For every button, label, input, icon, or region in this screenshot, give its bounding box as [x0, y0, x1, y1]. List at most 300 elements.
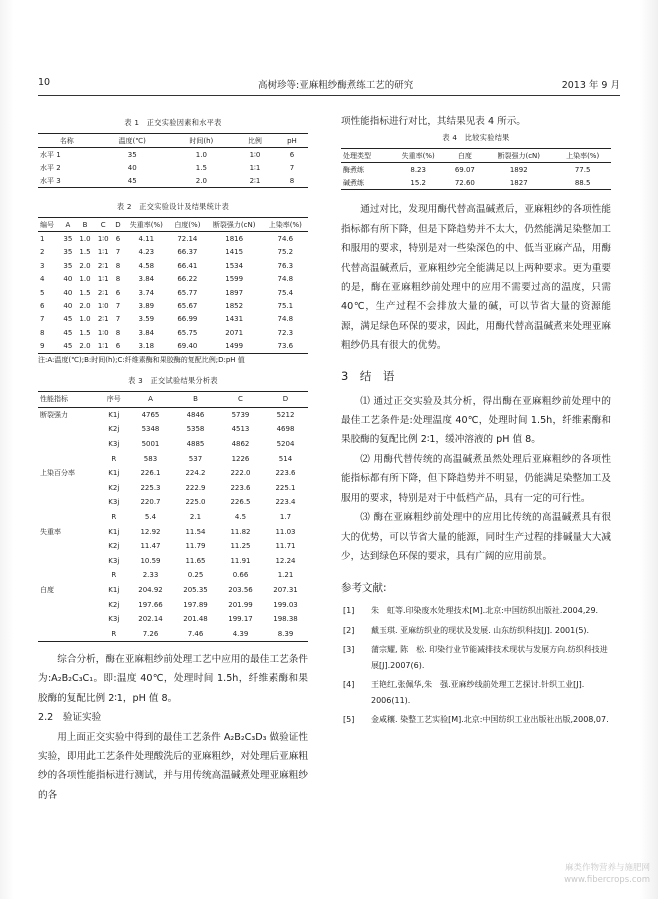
table-cell: K2j [108, 483, 120, 492]
table-cell: 4513 [231, 425, 250, 434]
reference-item [341, 677, 611, 708]
table-cell: 15.2 [390, 176, 447, 190]
paragraph-comparison: 通过对比，发现用酶代替高温碱煮后，亚麻粗纱的各项性能指标都有所下降，但是下降趋势并不太大，仍然能满足染整加工和服用的要求，特别是对一些染深色的中、低当亚麻产品，用酶代替高温碱煮后，亚麻粗纱完全能满足以上两种要求。更为重要的是，酶在亚麻粗纱前处理中的应用不需要过高的温度，只需 40℃，生产过程不会排放大量的碱，可以节省大量的资源能源，满足绿色环保的要求，因此，用酶代替高温碱煮来处理亚麻粗纱仍具有很大的优势。 [341, 204, 611, 352]
reference-list [341, 603, 611, 728]
table-cell: 碱煮练 [341, 176, 390, 190]
table-cell: 2∶1 [97, 261, 109, 270]
table-cell: 223.6 [275, 469, 296, 478]
table-cell: 6 [115, 235, 121, 244]
table-cell: 74.8 [277, 315, 294, 324]
table4-header: 处理类型 [341, 149, 390, 163]
conclusion-item-1: ⑴ 通过正交实验及其分析，得出酶在亚麻粗纱前处理中的最佳工艺条件是:处理温度 40℃，处理时间 1.5h，纤维素酶和果胶酶的复配比例 2∶1，缓冲溶液的 pH 值 8。 [341, 395, 611, 446]
table-cell: 66.41 [177, 261, 198, 270]
table1-header: pH [276, 134, 308, 148]
table-cell: 73.6 [263, 340, 308, 354]
table-cell: 2∶1 [97, 315, 109, 324]
table-cell: 1816 [225, 235, 244, 244]
table-cell: 222.0 [230, 469, 251, 478]
table-cell: R [111, 454, 117, 463]
table1-header: 温度(℃) [96, 134, 169, 148]
table-cell: 204.92 [138, 585, 163, 594]
reference-item [341, 603, 611, 619]
table-cell: 72.14 [177, 235, 198, 244]
table-cell: 7 [115, 248, 121, 257]
table-cell: 11.65 [185, 556, 206, 565]
table-cell: 3.74 [138, 288, 155, 297]
table2 [38, 217, 308, 354]
table-cell: 1.5 [79, 288, 91, 297]
table-cell: 69.07 [454, 165, 475, 174]
metric-name: 白度 [40, 585, 54, 594]
table-cell: 11.47 [140, 542, 161, 551]
table-cell: 8 [115, 328, 121, 337]
table-cell: R [100, 626, 128, 641]
table-cell: 225.1 [275, 483, 296, 492]
right-column [341, 118, 611, 732]
table-cell: K2j [108, 600, 120, 609]
reference-number: [1] [343, 606, 355, 616]
table-cell-empty [38, 612, 100, 627]
table-cell: 4765 [141, 410, 160, 419]
table-cell: K3j [108, 615, 120, 624]
table-cell: 4.23 [138, 248, 155, 257]
table-cell: 45 [60, 340, 76, 354]
table-cell: 7.46 [173, 626, 218, 641]
table-cell: 6 [112, 340, 123, 354]
table-cell: 72.60 [447, 176, 484, 190]
table-cell: 1.5 [79, 328, 91, 337]
table-cell: 1.5 [195, 163, 207, 172]
table-cell: 水平 2 [40, 163, 61, 172]
table-cell: 11.25 [230, 542, 251, 551]
table-row [38, 313, 308, 326]
table-row [38, 246, 308, 259]
table-cell: 6 [115, 288, 121, 297]
table3-body [38, 407, 308, 642]
table-cell: 45 [63, 315, 73, 324]
table-cell: 8.23 [410, 165, 426, 174]
table-cell: R [111, 571, 117, 580]
table-cell: 205.35 [183, 585, 208, 594]
table2-header: 失重率(%) [124, 218, 169, 232]
table-cell: 1∶0 [249, 150, 261, 159]
table-cell: 7 [289, 163, 295, 172]
table-cell: 65.75 [177, 328, 198, 337]
table-cell: 11.91 [230, 556, 251, 565]
table-cell: 0.25 [187, 571, 204, 580]
table4 [341, 148, 611, 190]
table-cell: 5212 [276, 410, 295, 419]
table-row [38, 259, 308, 272]
table3-header: B [173, 391, 218, 407]
table-cell: 5 [40, 288, 45, 297]
metric-name: 断裂强力 [40, 410, 68, 419]
table1-caption: 表 1 正交实验因素和水平表 [124, 118, 222, 127]
table4-caption: 表 4 比较实验结果 [442, 133, 510, 143]
table-cell: 3.89 [138, 302, 155, 311]
table-cell: 4.39 [218, 626, 263, 641]
table2-header: C [94, 218, 112, 232]
table-row [38, 510, 308, 525]
table-cell: 7.26 [128, 626, 173, 641]
table2-header: 白度(%) [169, 218, 206, 232]
conclusion-item-2: ⑵ 用酶代替传统的高温碱煮虽然处理后亚麻粗纱的各项性能指标都有所下降，但下降趋势并不明显，仍能满足染整加工及服用的要求，特别是对于中低档产品，具有一定的可行性。 [341, 453, 611, 504]
table-cell: 74.8 [277, 275, 294, 284]
table-row [38, 597, 308, 612]
table-cell: 197.66 [138, 600, 163, 609]
table-cell: 69.40 [169, 340, 206, 354]
table4-header: 白度 [447, 149, 484, 163]
table-row [38, 495, 308, 510]
table-cell-empty [38, 495, 100, 510]
table-row [38, 568, 308, 583]
table-cell: 537 [188, 454, 203, 463]
paragraph-verification: 用上面正交实验中得到的最佳工艺条件 A₂B₂C₃D₃ 做验证性实验，即用此工艺条件处理酸洗后的亚麻粗纱，对处理后亚麻粗纱的各项性能指标进行测试，并与用传统高温碱煮处理亚麻粗纱的各 [38, 731, 308, 801]
table-cell: 11.82 [230, 527, 251, 536]
table-cell: K3j [108, 556, 120, 565]
table1-header: 时间(h) [169, 134, 234, 148]
table-cell: 8 [115, 275, 121, 284]
table-cell: 3.59 [138, 315, 155, 324]
table-cell: 45 [96, 174, 169, 188]
table-cell: 2∶1 [234, 174, 276, 188]
table-cell-empty [38, 422, 100, 437]
table2-header-row [38, 218, 308, 232]
table-row [38, 148, 308, 162]
table3-caption: 表 3 正交试验结果分析表 [128, 375, 218, 385]
table-cell: 12.24 [275, 556, 296, 565]
table-cell: K1j [108, 585, 120, 594]
table-cell: 76.3 [277, 261, 294, 270]
table-cell: 5739 [231, 410, 250, 419]
table-cell: 40 [127, 163, 137, 172]
table-cell: 2 [40, 248, 45, 257]
reference-item [341, 642, 611, 673]
table-row [38, 299, 308, 312]
table-row [38, 286, 308, 299]
table-cell: 1∶1 [97, 275, 109, 284]
table-cell: 199.03 [273, 600, 298, 609]
table-cell: 1∶1 [249, 163, 261, 172]
table-cell: 1.7 [279, 512, 292, 521]
table-cell: 11.79 [185, 542, 206, 551]
table-cell: 3 [40, 261, 45, 270]
table-cell: 6 [40, 302, 45, 311]
table-cell: 9 [38, 340, 60, 354]
table-cell: 1499 [206, 340, 263, 354]
table-cell: 4.5 [234, 512, 247, 521]
table-cell: 203.56 [228, 585, 253, 594]
table-cell: 8 [276, 174, 308, 188]
table-cell: 1.5 [79, 248, 91, 257]
table-row [38, 451, 308, 466]
table-cell: 1226 [231, 454, 250, 463]
running-title: 高树珍等:亚麻粗纱酶煮练工艺的研究 [258, 80, 414, 91]
table-cell: 198.38 [273, 615, 298, 624]
section-heading-conclusion: 3 结 语 [341, 368, 395, 383]
table-cell: K1j [108, 527, 120, 536]
table-row [341, 176, 611, 190]
table-cell: 1.0 [79, 315, 91, 324]
table-cell: 225.0 [185, 498, 206, 507]
table-cell: 66.99 [177, 315, 198, 324]
table-cell: K1j [108, 469, 120, 478]
table-cell: 1.21 [277, 571, 294, 580]
table-cell: 2.0 [79, 261, 91, 270]
table-row [38, 626, 308, 641]
table-cell: 1.0 [195, 150, 207, 159]
table3-header: 序号 [100, 391, 128, 407]
table-cell: 3.84 [138, 328, 155, 337]
table4-header: 上染率(%) [554, 149, 611, 163]
table-row [38, 161, 308, 174]
table3-header: C [218, 391, 263, 407]
reference-number: [4] [343, 680, 355, 690]
table-row [38, 273, 308, 286]
table-cell: 1599 [225, 275, 244, 284]
table-cell: 8 [115, 261, 121, 270]
reference-text: 王艳红,张佩华,朱 强.亚麻纱线前处理工艺探讨.针织工业[J]. 2006(11). [371, 680, 585, 705]
table-cell: 583 [143, 454, 158, 463]
table-cell: 8.39 [263, 626, 308, 641]
reference-number: [3] [343, 645, 355, 655]
table-cell: 5358 [186, 425, 205, 434]
table-cell: 45 [63, 328, 73, 337]
table-cell: 88.5 [554, 176, 611, 190]
table-cell: 207.31 [273, 585, 298, 594]
table-cell: 75.1 [277, 302, 294, 311]
reference-item [341, 712, 611, 728]
table-cell: 水平 3 [38, 174, 96, 188]
metric-name: 上染百分率 [40, 469, 75, 478]
table2-header: 断裂强力(cN) [206, 218, 263, 232]
table-cell: 201.48 [183, 615, 208, 624]
table-cell-empty [38, 539, 100, 554]
table2-header: A [60, 218, 76, 232]
subsection-heading: 2.2 验证实验 [38, 712, 102, 724]
table-cell: 35 [63, 235, 73, 244]
metric-name: 失重率 [40, 527, 61, 536]
table-cell: 66.22 [177, 275, 198, 284]
table-cell: 75.2 [277, 248, 294, 257]
table-cell: 197.89 [183, 600, 208, 609]
table-cell: 40 [63, 302, 73, 311]
table-cell: K2j [108, 542, 120, 551]
table-cell: 2.33 [142, 571, 159, 580]
issue-date: 2013 年 9 月 [561, 80, 620, 91]
table-cell: 4698 [276, 425, 295, 434]
table-cell: 35 [63, 261, 73, 270]
watermark-line: 麻类作物营养与施肥网 [564, 863, 650, 873]
table-row [38, 466, 308, 481]
table3-header-row [38, 391, 308, 407]
reference-item [341, 623, 611, 639]
table-cell: 5348 [141, 425, 160, 434]
table-cell-empty [38, 510, 100, 525]
table-cell: 7 [115, 315, 121, 324]
table-cell: 0.66 [232, 571, 249, 580]
table-cell: 8 [40, 328, 45, 337]
table-cell: 223.6 [230, 483, 251, 492]
table-cell: 1892 [509, 165, 528, 174]
table-cell: 4.11 [138, 235, 155, 244]
table-cell: 40 [63, 275, 73, 284]
table-cell: 35 [63, 248, 73, 257]
table-cell: 1.0 [79, 235, 91, 244]
table-cell: 202.14 [138, 615, 163, 624]
table-cell: 1∶0 [97, 328, 109, 337]
table-cell: 201.99 [228, 600, 253, 609]
table-row [38, 326, 308, 339]
watermark-url: www.fibercrops.com [564, 875, 650, 885]
references-heading: 参考文献: [341, 582, 387, 595]
table-cell: 2.1 [189, 512, 202, 521]
table-cell: R [111, 512, 117, 521]
table-cell: 3.84 [138, 275, 155, 284]
table-row [38, 174, 308, 188]
table-cell-empty [38, 597, 100, 612]
table-cell: 3.18 [124, 340, 169, 354]
table-cell: 4.58 [138, 261, 155, 270]
table-cell: 65.67 [177, 302, 198, 311]
table-cell: 225.3 [140, 483, 161, 492]
table-cell: 77.5 [574, 165, 591, 174]
table-cell: 514 [278, 454, 293, 463]
table-cell: 2.0 [169, 174, 234, 188]
table-cell: 5001 [141, 439, 160, 448]
table-cell: 1415 [225, 248, 244, 257]
table-cell-empty [38, 626, 100, 641]
header-rule [38, 95, 620, 96]
table2-note: 注:A:温度(℃);B:时间(h);C:纤维素酶和果胶酶的复配比例;D:pH 值 [38, 355, 245, 364]
table-row [38, 480, 308, 495]
table-cell: 224.2 [185, 469, 206, 478]
paragraph-summary: 综合分析，酶在亚麻粗纱前处理工艺中应用的最佳工艺条件为:A₂B₂C₃C₁。即:温度 40℃，处理时间 1.5h，纤维素酶和果胶酶的复配比例 2∶1，pH 值 8。 [38, 654, 308, 704]
table-cell: 199.17 [228, 615, 253, 624]
table-row [38, 583, 308, 598]
page-number: 10 [38, 77, 51, 88]
table-cell: 2.0 [79, 302, 91, 311]
table-cell-empty [38, 568, 100, 583]
table1-header: 比例 [234, 134, 276, 148]
table-cell: 226.5 [230, 498, 251, 507]
reference-number: [5] [343, 715, 355, 725]
table-cell: 水平 1 [40, 150, 61, 159]
table-cell: K3j [108, 439, 120, 448]
table-cell: K1j [108, 410, 120, 419]
table-cell-empty [38, 480, 100, 495]
table2-caption: 表 2 正交实验设计及结果统计表 [116, 202, 230, 211]
table-row [38, 422, 308, 437]
table-cell: 1852 [225, 302, 244, 311]
table-row [38, 232, 308, 246]
table-cell: 2.0 [76, 340, 94, 354]
table-cell: 223.4 [275, 498, 296, 507]
reference-text: 蒲宗耀, 陈 松. 印染行业节能减排技术现状与发展方向.纺织科技进展[J].2007(6). [371, 645, 608, 670]
table-cell: 7 [40, 315, 45, 324]
table2-body [38, 232, 308, 354]
reference-text: 朱 虹等.印染废水处理技术[M].北京:中国纺织出版社.2004,29. [371, 606, 599, 616]
table-cell: 75.4 [277, 288, 294, 297]
table-cell: 1.0 [79, 275, 91, 284]
table1-header-row [38, 134, 308, 148]
table4-header: 断裂强力(cN) [483, 149, 554, 163]
table-cell: 1∶1 [97, 248, 109, 257]
table-cell: 72.3 [277, 328, 294, 337]
reference-text: 金咸穰. 染整工艺实验[M].北京:中国纺织工业出版社出版,2008,07. [371, 715, 609, 725]
table-cell-empty [38, 451, 100, 466]
table-row [38, 539, 308, 554]
table-cell: 1∶0 [97, 235, 109, 244]
table-cell: 1∶1 [94, 340, 112, 354]
table-cell: 40 [63, 288, 73, 297]
table-row [38, 340, 308, 354]
table-cell: 1534 [225, 261, 244, 270]
table2-header: 编号 [38, 218, 60, 232]
running-header [38, 77, 620, 91]
table-cell: 11.71 [275, 542, 296, 551]
paragraph-continued: 项性能指标进行对比，其结果见表 4 所示。 [341, 116, 526, 127]
table3-header: D [263, 391, 308, 407]
table-cell: 1431 [225, 315, 244, 324]
table-cell: 74.6 [277, 235, 294, 244]
table-cell-empty [38, 553, 100, 568]
table-row [38, 437, 308, 452]
table-cell: 5.4 [144, 512, 157, 521]
table-cell: 7 [115, 302, 121, 311]
reference-text: 戴玉琪. 亚麻纺织业的现状及发展. 山东纺织科技[J]. 2001(5). [371, 625, 590, 635]
table-row [38, 553, 308, 568]
table4-header-row [341, 149, 611, 163]
table-row [38, 612, 308, 627]
table1 [38, 133, 308, 188]
table2-header: D [112, 218, 123, 232]
table-row [38, 407, 308, 422]
table-cell: 1 [40, 235, 45, 244]
table-cell: 6 [289, 150, 295, 159]
table-cell: 酶煮练 [343, 165, 364, 174]
table-cell: 11.54 [185, 527, 206, 536]
table4-header: 失重率(%) [390, 149, 447, 163]
table2-header: B [76, 218, 94, 232]
reference-number: [2] [343, 625, 355, 635]
table-cell: 12.92 [140, 527, 161, 536]
table-cell: 4846 [186, 410, 205, 419]
table2-header: 上染率(%) [263, 218, 308, 232]
table-row [341, 163, 611, 177]
table-cell: 65.77 [177, 288, 198, 297]
table-cell: 226.1 [140, 469, 161, 478]
table-cell: 1897 [225, 288, 244, 297]
table-cell: 4885 [186, 439, 205, 448]
table-row [38, 524, 308, 539]
table-cell: K2j [108, 425, 120, 434]
table-cell-empty [38, 437, 100, 452]
table-cell: 2071 [225, 328, 244, 337]
table-cell: 1∶0 [97, 302, 109, 311]
table-cell: 220.7 [140, 498, 161, 507]
site-watermark [520, 862, 650, 886]
table-cell: 222.9 [185, 483, 206, 492]
table-cell: 5204 [276, 439, 295, 448]
table1-header: 名称 [38, 134, 96, 148]
table-cell: 66.37 [177, 248, 198, 257]
table-cell: 1827 [483, 176, 554, 190]
table3-header: A [128, 391, 173, 407]
table-cell: 4 [40, 275, 45, 284]
table-cell: 4862 [231, 439, 250, 448]
table-cell: 11.03 [275, 527, 296, 536]
